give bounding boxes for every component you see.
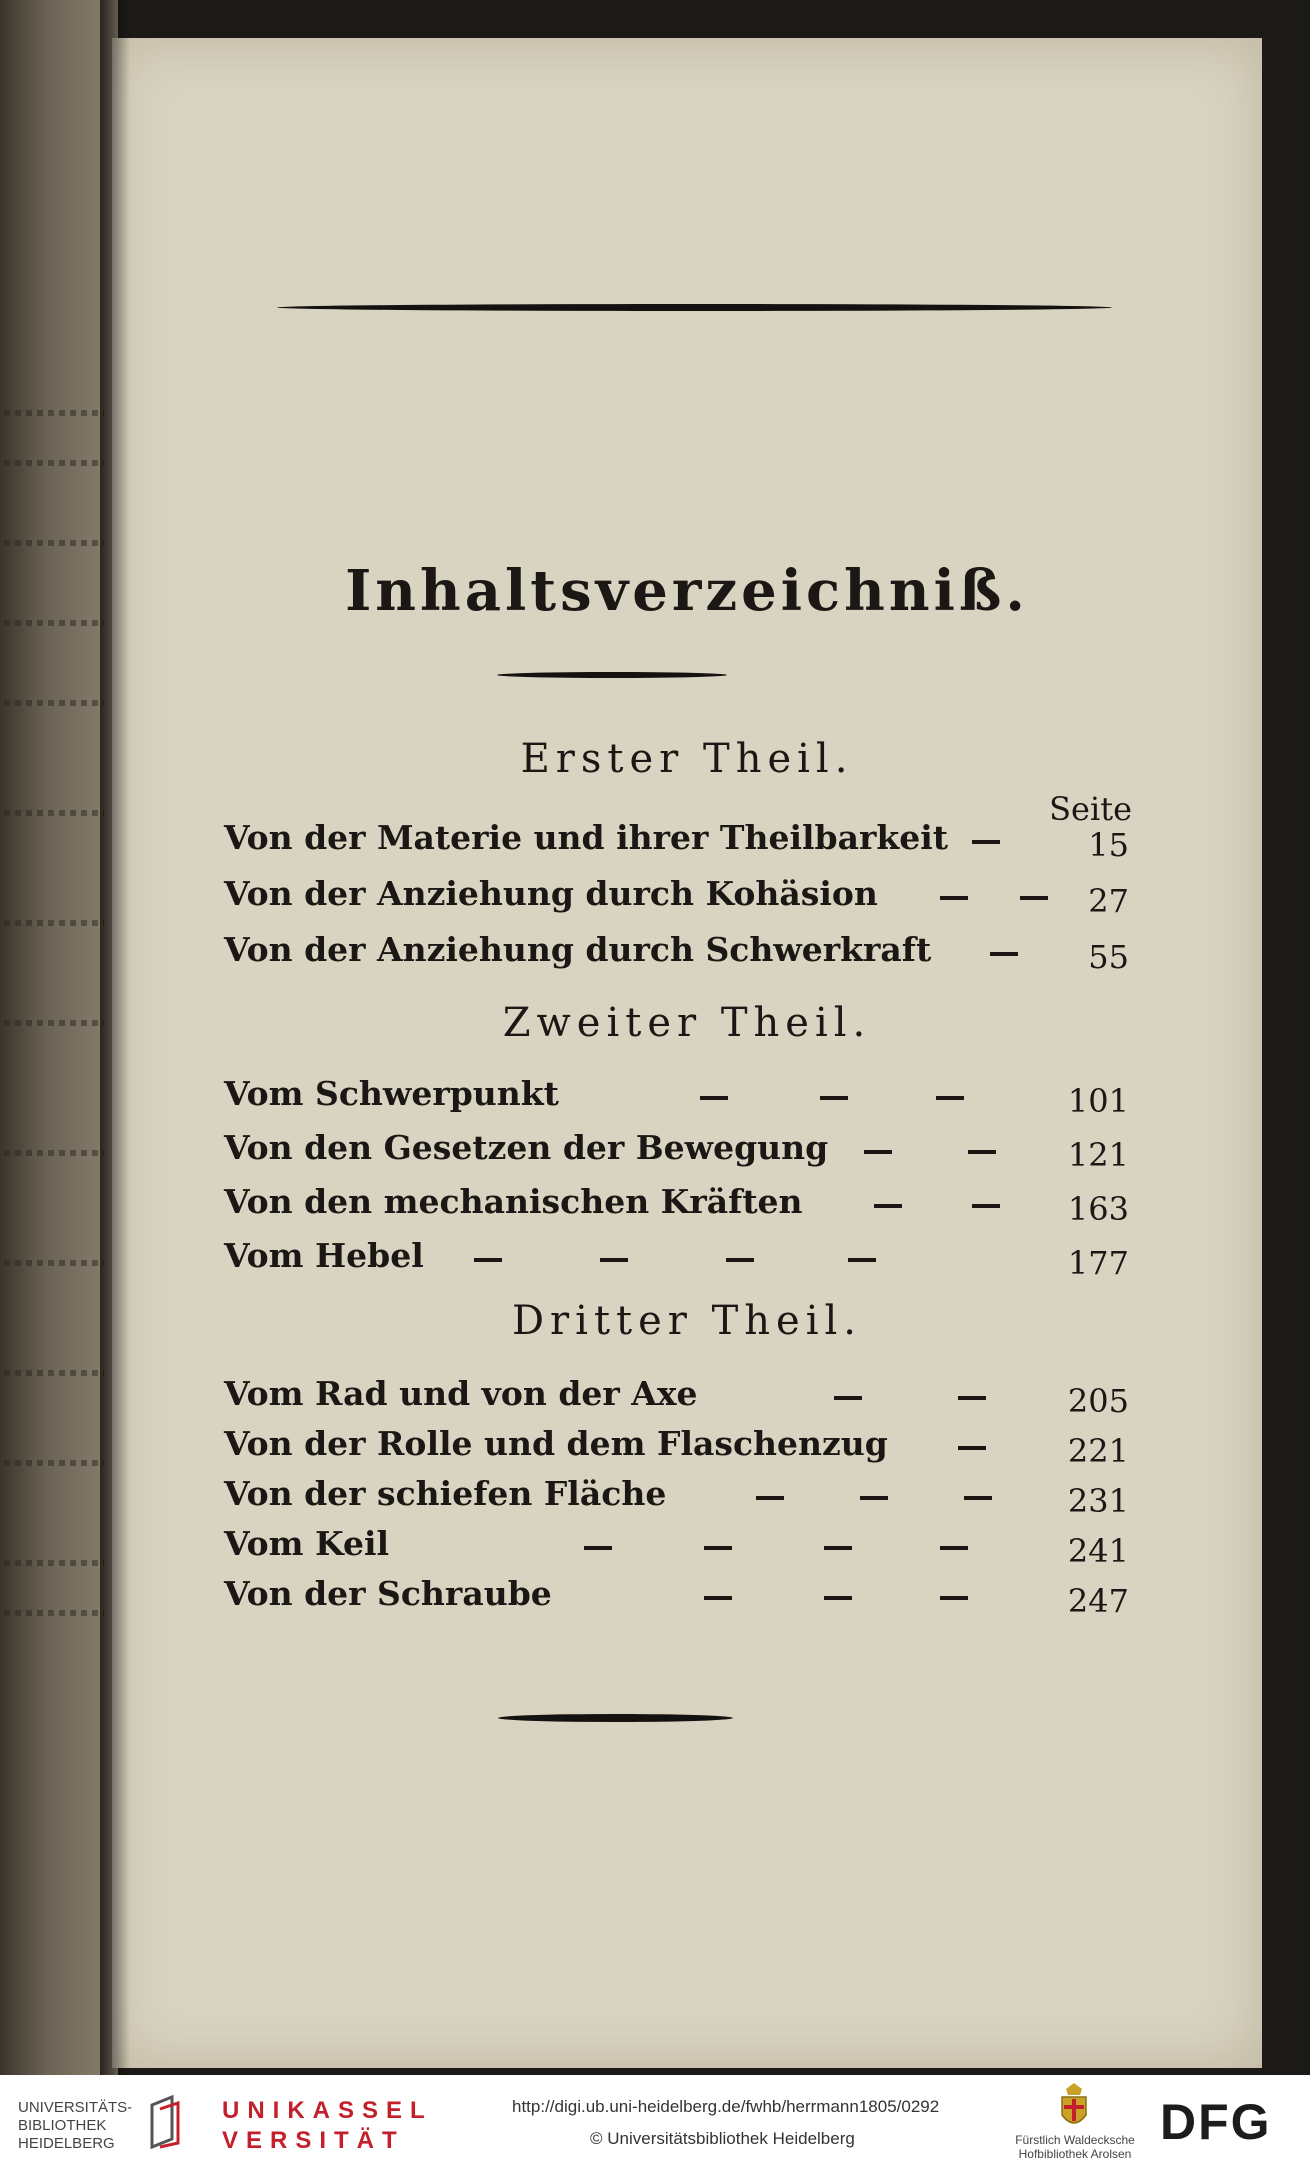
bleed-text <box>4 1370 104 1376</box>
dash <box>958 1446 986 1450</box>
uni-kassel-logo-line[interactable]: VERSITÄT <box>222 2127 405 2154</box>
dash <box>756 1496 784 1500</box>
dash <box>848 1258 876 1262</box>
toc-entry-page: 15 <box>1088 826 1129 864</box>
arolsen-library-text[interactable] <box>1010 2133 1140 2161</box>
dash <box>968 1150 996 1154</box>
toc-entry-page: 177 <box>1067 1244 1129 1282</box>
bleed-text <box>4 810 104 816</box>
dash <box>1020 896 1048 900</box>
toc-entry-text: Von der Anziehung durch Schwerkraft <box>224 930 932 969</box>
dash <box>474 1258 502 1262</box>
dash <box>936 1096 964 1100</box>
toc-entry-page: 163 <box>1067 1190 1129 1228</box>
arolsen-line: Fürstlich Waldecksche <box>1015 2133 1135 2147</box>
viewer-footer <box>0 2075 1310 2170</box>
page-title: Inhaltsverzeichniß. <box>345 558 1029 624</box>
toc-entry <box>224 1182 1129 1226</box>
toc-entry-text: Von der Anziehung durch Kohäsion <box>224 874 878 913</box>
toc-entry-text: Von der Rolle und dem Flaschenzug <box>224 1424 888 1463</box>
dash <box>704 1546 732 1550</box>
bleed-text <box>4 1460 104 1466</box>
bleed-text <box>4 1260 104 1266</box>
toc-entry <box>224 1128 1129 1172</box>
toc-entry <box>224 1236 1129 1280</box>
dash <box>940 896 968 900</box>
toc-entry-text: Vom Keil <box>224 1524 390 1563</box>
copyright-text: © Universitätsbibliothek Heidelberg <box>590 2129 855 2148</box>
top-rule <box>277 304 1112 311</box>
toc-entry-page: 121 <box>1067 1136 1129 1174</box>
dash <box>824 1596 852 1600</box>
dash <box>860 1496 888 1500</box>
bleed-text <box>4 1610 104 1616</box>
bleed-text <box>4 620 104 626</box>
dash <box>958 1396 986 1400</box>
toc-entry-text: Von der schiefen Fläche <box>224 1474 667 1513</box>
toc-entry <box>224 874 1129 918</box>
ub-line: HEIDELBERG <box>18 2135 115 2152</box>
toc-entry <box>224 1424 1129 1468</box>
bleed-text <box>4 700 104 706</box>
toc-entry-text: Vom Rad und von der Axe <box>224 1374 698 1413</box>
bleed-text <box>4 1560 104 1566</box>
dash <box>940 1546 968 1550</box>
bleed-text <box>4 1150 104 1156</box>
ub-heidelberg-logo-text[interactable] <box>18 2099 132 2153</box>
arolsen-line: Hofbibliothek Arolsen <box>1018 2147 1132 2161</box>
toc-entry-page: 241 <box>1067 1532 1129 1570</box>
toc-entry-text: Von der Schraube <box>224 1574 552 1613</box>
toc-entry-text: Von den Gesetzen der Bewegung <box>224 1128 829 1167</box>
toc-entry-page: 221 <box>1067 1432 1129 1470</box>
dash <box>964 1496 992 1500</box>
toc-entry-text: Von der Materie und ihrer Theilbarkeit <box>224 818 949 857</box>
dash <box>824 1546 852 1550</box>
toc-entry-text: Von den mechanischen Kräften <box>224 1182 803 1221</box>
arolsen-crest-icon <box>1058 2083 1090 2131</box>
dash <box>874 1204 902 1208</box>
bleed-text <box>4 540 104 546</box>
toc-entry-page: 27 <box>1088 882 1129 920</box>
section-heading: Dritter Theil. <box>511 1298 863 1344</box>
bleed-text <box>4 460 104 466</box>
bleed-text <box>4 1020 104 1026</box>
toc-entry-page: 101 <box>1067 1082 1129 1120</box>
toc-entry-page: 231 <box>1067 1482 1129 1520</box>
dash <box>864 1150 892 1154</box>
uni-kassel-logo-line[interactable]: UNIKASSEL <box>222 2097 433 2124</box>
toc-entry <box>224 818 1129 862</box>
dash <box>600 1258 628 1262</box>
ub-line: BIBLIOTHEK <box>18 2117 107 2134</box>
permalink-url[interactable]: http://digi.ub.uni-heidelberg.de/fwhb/herrmann1805/0292 <box>512 2097 940 2116</box>
dash <box>940 1596 968 1600</box>
dash <box>972 840 1000 844</box>
dash <box>820 1096 848 1100</box>
dfg-logo[interactable]: DFG <box>1160 2094 1272 2150</box>
section-heading: Erster Theil. <box>520 736 854 782</box>
toc-entry <box>224 930 1129 974</box>
book-page <box>112 38 1262 2068</box>
toc-entry <box>224 1474 1129 1518</box>
toc-entry-text: Vom Schwerpunkt <box>224 1074 559 1113</box>
toc-entry-text: Vom Hebel <box>224 1236 424 1275</box>
toc-entry-page: 55 <box>1088 938 1129 976</box>
bleed-text <box>4 410 104 416</box>
toc-entry <box>224 1374 1129 1418</box>
bottom-rule <box>498 1714 733 1722</box>
dash <box>972 1204 1000 1208</box>
toc-entry <box>224 1524 1129 1568</box>
section-heading: Zweiter Theil. <box>502 1000 872 1046</box>
title-rule <box>497 672 727 678</box>
ub-logo-icon[interactable] <box>148 2095 182 2149</box>
toc-entry-page: 205 <box>1067 1382 1129 1420</box>
dash <box>834 1396 862 1400</box>
dash <box>584 1546 612 1550</box>
dash <box>704 1596 732 1600</box>
dash <box>990 952 1018 956</box>
dash <box>700 1096 728 1100</box>
toc-entry-page: 247 <box>1067 1582 1129 1620</box>
spine-shadow <box>100 0 130 2075</box>
bleed-text <box>4 920 104 926</box>
page-column-header: Seite <box>1049 790 1132 828</box>
ub-line: UNIVERSITÄTS- <box>18 2099 133 2116</box>
toc-entry <box>224 1074 1129 1118</box>
toc-entry <box>224 1574 1129 1618</box>
dash <box>726 1258 754 1262</box>
